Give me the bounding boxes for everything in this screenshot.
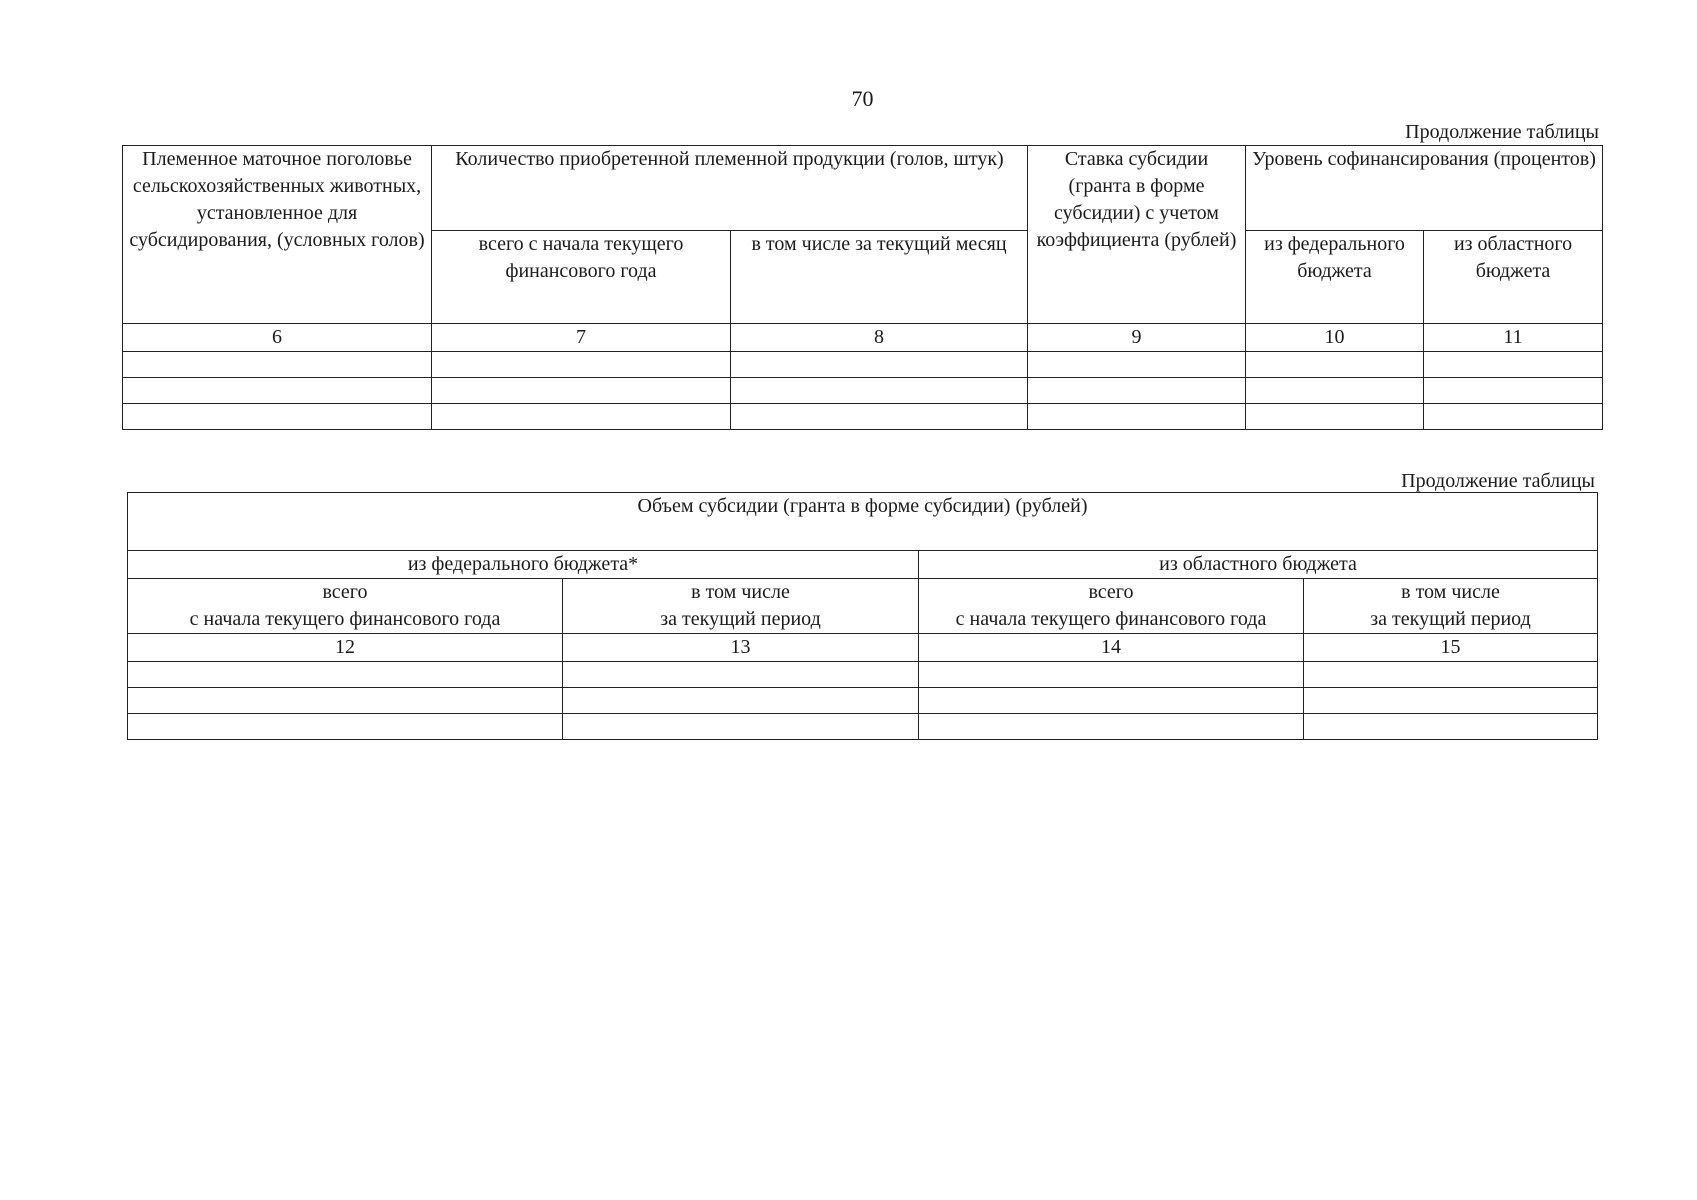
column-number: 9: [1028, 324, 1246, 352]
header-subsidy-rate: Ставка субсидии (гранта в форме субсидии) с учетом коэффициента (рублей): [1028, 146, 1246, 324]
header-breeding-stock: Племенное маточное поголовье сельскохозяйственных животных, установленное для субсидирования, (условных голов): [123, 146, 432, 324]
page-number: 70: [851, 86, 874, 111]
header-cofin-regional: из областного бюджета: [1424, 231, 1603, 324]
table-cell[interactable]: [1028, 404, 1246, 430]
subsidy-volume-table: [127, 492, 1598, 740]
header-period-line1: в том числе: [691, 581, 790, 603]
table-cell[interactable]: [1246, 404, 1424, 430]
table-row: [123, 404, 1603, 430]
header-regional-total: [919, 579, 1304, 634]
table-row: [128, 688, 1598, 714]
header-cofinancing-level: Уровень софинансирования (процентов): [1246, 146, 1603, 231]
table-row: [128, 714, 1598, 740]
table-cell[interactable]: [432, 352, 731, 378]
table-cell[interactable]: [432, 404, 731, 430]
table-cell[interactable]: [128, 714, 563, 740]
table-cell[interactable]: [1028, 378, 1246, 404]
column-number: 14: [919, 634, 1304, 662]
column-number: 7: [432, 324, 731, 352]
column-numbers-row: [123, 324, 1603, 352]
header-total-line1: всего: [322, 581, 368, 603]
continuation-label-2: Продолжение таблицы: [1401, 470, 1595, 492]
table-cell[interactable]: [1304, 714, 1598, 740]
header-total-line2: с начала текущего финансового года: [189, 608, 501, 630]
table-cell[interactable]: [731, 378, 1028, 404]
table-cell[interactable]: [432, 378, 731, 404]
header-regional-period: [1304, 579, 1598, 634]
table-cell[interactable]: [919, 688, 1304, 714]
header-cofin-federal: из федерального бюджета: [1246, 231, 1424, 324]
header-total-line2: с начала текущего финансового года: [955, 608, 1267, 630]
table-cell[interactable]: [123, 352, 432, 378]
table-cell[interactable]: [123, 378, 432, 404]
header-federal-total: [128, 579, 563, 634]
table-cell[interactable]: [1246, 378, 1424, 404]
table-cell[interactable]: [1028, 352, 1246, 378]
table-cell[interactable]: [731, 352, 1028, 378]
header-total-line1: всего: [1088, 581, 1134, 603]
column-number: 13: [563, 634, 919, 662]
header-period-line1: в том числе: [1401, 581, 1500, 603]
column-number: 11: [1424, 324, 1603, 352]
table-cell[interactable]: [1304, 688, 1598, 714]
livestock-table: [122, 145, 1603, 430]
table-cell[interactable]: [919, 714, 1304, 740]
table-cell[interactable]: [1246, 352, 1424, 378]
header-federal-period: [563, 579, 919, 634]
column-numbers-row: [128, 634, 1598, 662]
table-cell[interactable]: [128, 688, 563, 714]
column-number: 8: [731, 324, 1028, 352]
table-cell[interactable]: [123, 404, 432, 430]
table-row: [123, 352, 1603, 378]
table-cell[interactable]: [563, 688, 919, 714]
table-cell[interactable]: [1304, 662, 1598, 688]
table-row: [123, 378, 1603, 404]
table-cell[interactable]: [563, 714, 919, 740]
header-federal-budget: из федерального бюджета*: [128, 551, 919, 579]
column-number: 12: [128, 634, 563, 662]
column-number: 6: [123, 324, 432, 352]
header-period-line2: за текущий период: [660, 608, 821, 630]
header-purchased-quantity: Количество приобретенной племенной продукции (голов, штук): [432, 146, 1028, 231]
header-period-line2: за текущий период: [1370, 608, 1531, 630]
table-cell[interactable]: [563, 662, 919, 688]
table-cell[interactable]: [1424, 404, 1603, 430]
header-regional-budget: из областного бюджета: [919, 551, 1598, 579]
table-row: [128, 662, 1598, 688]
table-cell[interactable]: [1424, 378, 1603, 404]
header-qty-month: в том числе за текущий месяц: [731, 231, 1028, 324]
continuation-label-1: Продолжение таблицы: [1405, 121, 1599, 143]
header-qty-total: всего с начала текущего финансового года: [432, 231, 731, 324]
column-number: 10: [1246, 324, 1424, 352]
table-cell[interactable]: [128, 662, 563, 688]
header-subsidy-volume: Объем субсидии (гранта в форме субсидии) (рублей): [128, 493, 1598, 551]
table-cell[interactable]: [1424, 352, 1603, 378]
table-cell[interactable]: [919, 662, 1304, 688]
table-cell[interactable]: [731, 404, 1028, 430]
column-number: 15: [1304, 634, 1598, 662]
